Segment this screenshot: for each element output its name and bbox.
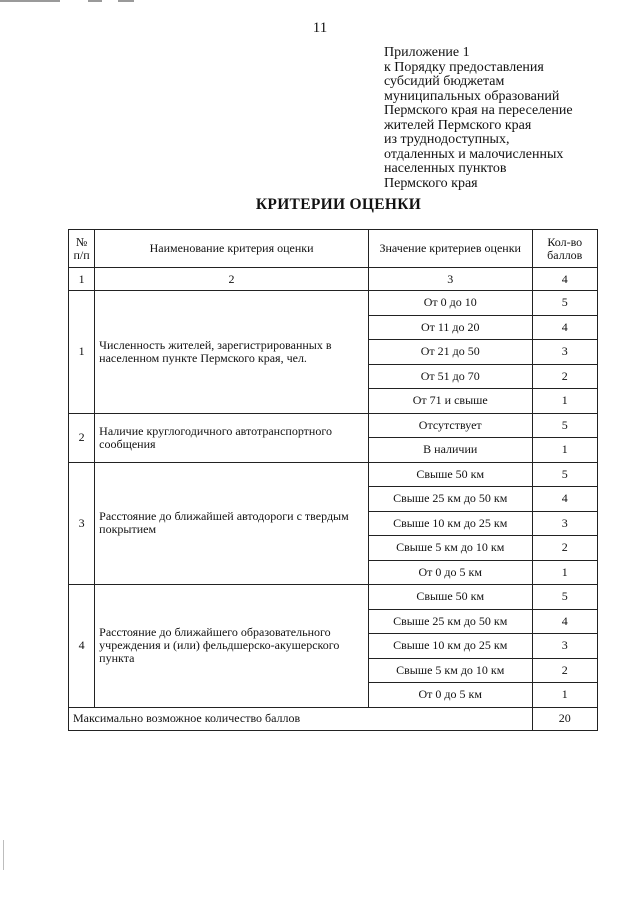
criterion-value: От 71 и свыше [368, 389, 532, 414]
criterion-value: В наличии [368, 438, 532, 463]
table-row [69, 462, 598, 487]
scan-artifact [118, 0, 134, 2]
criterion-points: 5 [532, 585, 597, 610]
header-num: № п/п [69, 230, 95, 268]
appendix-line: субсидий бюджетам [384, 74, 505, 89]
criterion-points: 5 [532, 413, 597, 438]
total-label: Максимально возможное количество баллов [69, 707, 533, 730]
criterion-value: Свыше 25 км до 50 км [368, 487, 532, 512]
appendix-line: к Порядку предоставления [384, 59, 544, 75]
criterion-value: От 0 до 10 [368, 291, 532, 316]
appendix-line: из труднодоступных, [384, 132, 510, 147]
criterion-name: Численность жителей, зарегистрированных в населенном пункте Пермского края, чел. [95, 291, 369, 414]
criterion-value: Свыше 5 км до 10 км [368, 658, 532, 683]
criterion-value: Свыше 5 км до 10 км [368, 536, 532, 561]
column-index: 1 [69, 268, 95, 291]
criterion-points: 3 [532, 511, 597, 536]
criterion-value: Свыше 10 км до 25 км [368, 634, 532, 659]
table-row [69, 413, 598, 438]
criterion-value: От 0 до 5 км [368, 560, 532, 585]
appendix-line: Пермского края на переселение [384, 103, 573, 118]
criterion-points: 2 [532, 658, 597, 683]
criterion-value: Свыше 10 км до 25 км [368, 511, 532, 536]
criterion-name: Расстояние до ближайшего образовательного учреждения и (или) фельдшерско-акушерского пункта [95, 585, 369, 708]
criterion-points: 3 [532, 634, 597, 659]
header-name: Наименование критерия оценки [95, 230, 369, 268]
scan-edge [3, 840, 4, 870]
criterion-points: 1 [532, 389, 597, 414]
appendix-line: Пермского края [384, 175, 478, 191]
criterion-points: 3 [532, 340, 597, 365]
appendix-line: муниципальных образований [384, 88, 560, 104]
table-header-row [69, 230, 598, 268]
criterion-value: От 11 до 20 [368, 315, 532, 340]
criterion-points: 5 [532, 462, 597, 487]
criterion-name: Наличие круглогодичного автотранспортного сообщения [95, 413, 369, 462]
criterion-value: Свыше 25 км до 50 км [368, 609, 532, 634]
total-row [69, 707, 598, 730]
criterion-number: 3 [69, 462, 95, 585]
column-index: 4 [532, 268, 597, 291]
criterion-number: 2 [69, 413, 95, 462]
table-row [69, 585, 598, 610]
column-index: 3 [368, 268, 532, 291]
appendix-line: населенных пунктов [384, 161, 507, 176]
header-value: Значение критериев оценки [368, 230, 532, 268]
criteria-table [68, 229, 598, 731]
criterion-points: 4 [532, 609, 597, 634]
criterion-points: 2 [532, 536, 597, 561]
criterion-value: От 51 до 70 [368, 364, 532, 389]
appendix-line: Приложение 1 [384, 45, 470, 60]
criterion-points: 1 [532, 560, 597, 585]
criterion-points: 5 [532, 291, 597, 316]
appendix-note [384, 46, 634, 191]
criterion-number: 4 [69, 585, 95, 708]
criterion-points: 2 [532, 364, 597, 389]
page-number: 11 [312, 20, 328, 36]
table-row [69, 291, 598, 316]
appendix-line: жителей Пермского края [384, 117, 532, 133]
criterion-points: 4 [532, 487, 597, 512]
criterion-value: От 21 до 50 [368, 340, 532, 365]
criterion-value: От 0 до 5 км [368, 683, 532, 708]
document-title: КРИТЕРИИ ОЦЕНКИ [255, 196, 422, 213]
criterion-points: 1 [532, 683, 597, 708]
criterion-points: 4 [532, 315, 597, 340]
criterion-number: 1 [69, 291, 95, 414]
criterion-value: Свыше 50 км [368, 585, 532, 610]
scan-artifact [0, 0, 60, 2]
header-points: Кол-во баллов [532, 230, 597, 268]
scan-artifact [88, 0, 102, 2]
column-index-row [69, 268, 598, 291]
criterion-name: Расстояние до ближайшей автодороги с твердым покрытием [95, 462, 369, 585]
appendix-line: отдаленных и малочисленных [384, 146, 564, 162]
column-index: 2 [95, 268, 369, 291]
criterion-value: Отсутствует [368, 413, 532, 438]
total-points: 20 [532, 707, 597, 730]
criterion-points: 1 [532, 438, 597, 463]
criterion-value: Свыше 50 км [368, 462, 532, 487]
